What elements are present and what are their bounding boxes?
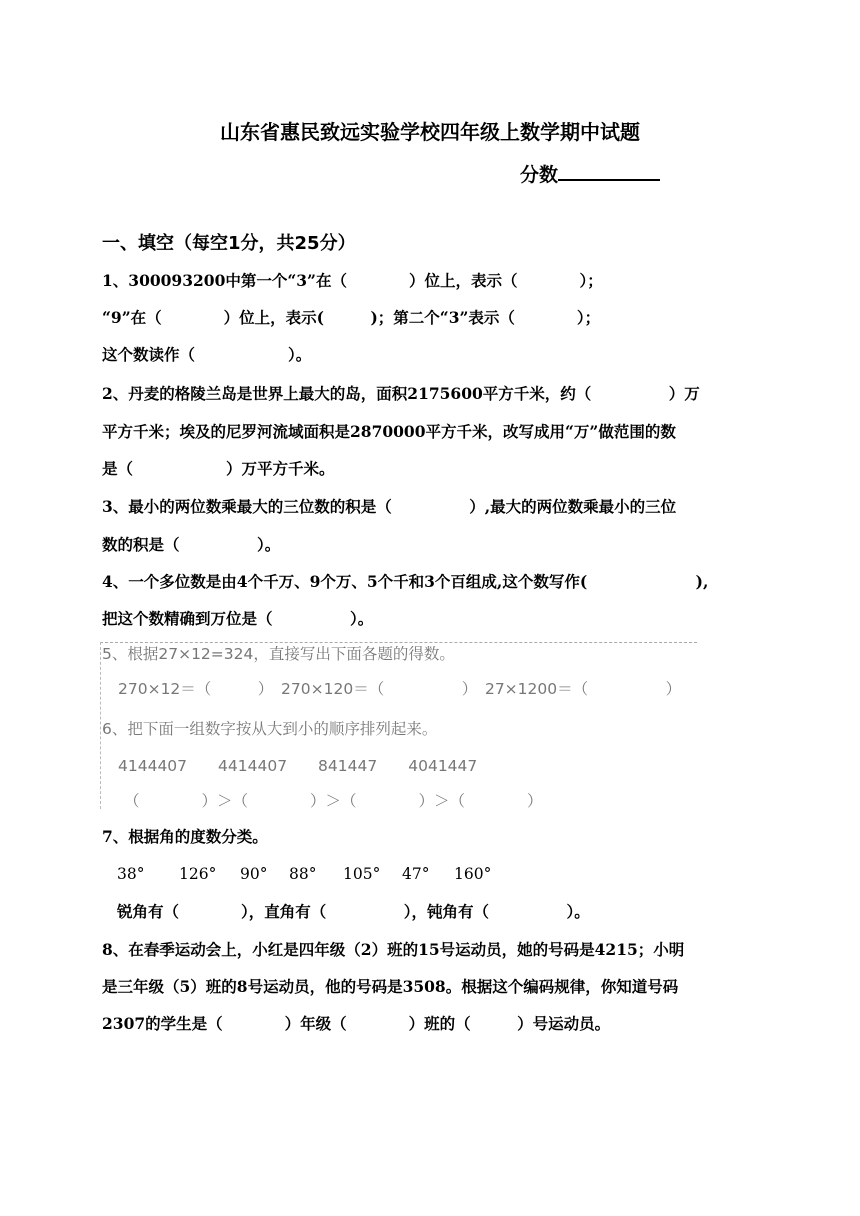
q7-line3: 锐角有（ ），直角有（ ），钝角有（ ）。 [117, 902, 590, 921]
q6-line2: 4144407 4414407 841447 4041447 [118, 757, 478, 775]
score-field [520, 160, 660, 187]
q4-line1: 4、一个多位数是由4个千万、9个万、5个千和3个百组成,这个数写作( ), [102, 572, 709, 591]
section-heading-fill-blank: 一、填空（每空1分，共25分） [102, 233, 356, 254]
q8-line2: 是三年级（5）班的8号运动员，他的号码是3508。根据这个编码规律，你知道号码 [102, 977, 679, 996]
q3-line2: 数的积是（ ）。 [102, 535, 281, 554]
angle-value: 160° [454, 865, 492, 883]
q6-line1: 6、把下面一组数字按从大到小的顺序排列起来。 [102, 720, 438, 738]
score-blank[interactable] [558, 161, 660, 181]
q7-line1: 7、根据角的度数分类。 [102, 827, 268, 846]
angle-value: 88° [289, 865, 317, 883]
angle-value: 105° [343, 865, 381, 883]
q5-line1: 5、根据27×12=324，直接写出下面各题的得数。 [102, 645, 455, 663]
q2-line1: 2、丹麦的格陵兰岛是世界上最大的岛，面积2175600平方千米，约（ ）万 [102, 384, 700, 403]
angle-value: 38° [117, 865, 145, 883]
q2-line2: 平方千米；埃及的尼罗河流域面积是2870000平方千米，改写成用“万”做范围的数 [102, 422, 676, 441]
q8-line1: 8、在春季运动会上，小红是四年级（2）班的15号运动员，她的号码是4215；小明 [102, 940, 685, 959]
page-title: 山东省惠民致远实验学校四年级上数学期中试题 [220, 120, 640, 144]
q3-line1: 3、最小的两位数乘最大的三位数的积是（ ）,最大的两位数乘最小的三位 [102, 497, 677, 516]
q8-line3: 2307的学生是（ ）年级（ ）班的（ ）号运动员。 [102, 1014, 611, 1033]
angle-value: 47° [402, 865, 430, 883]
q1-line2: “9”在（ ）位上，表示( )；第二个“3”表示（ ）； [102, 308, 601, 327]
angle-value: 90° [240, 865, 268, 883]
q2-line3: 是（ ）万平方千米。 [102, 459, 335, 478]
q6-line3: （ ）＞（ ）＞（ ）＞（ ） [124, 792, 543, 810]
q1-line1: 1、300093200中第一个“3”在（ ）位上，表示（ ）； [102, 271, 603, 290]
q4-line2: 把这个数精确到万位是（ ）。 [102, 609, 374, 628]
score-label: 分数 [520, 164, 559, 186]
q7-angles [117, 863, 760, 885]
q1-line3: 这个数读作（ ）。 [102, 345, 312, 364]
angle-value: 126° [179, 865, 217, 883]
q5-line2: 270×12＝（ ） 270×120＝（ ） 27×1200＝（ ） [118, 680, 682, 698]
